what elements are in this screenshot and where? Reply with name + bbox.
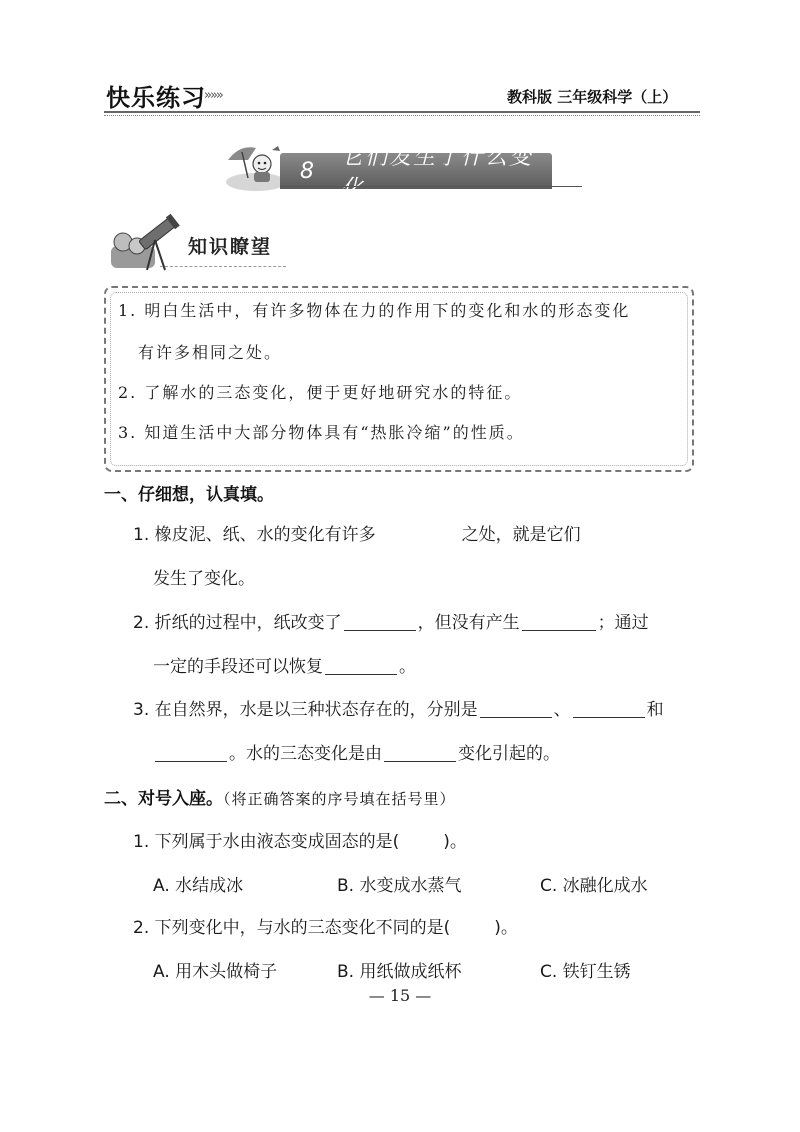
answer-blank[interactable] <box>384 743 456 762</box>
knowledge-title: 知识瞭望 <box>188 236 273 258</box>
knowledge-underline <box>160 266 286 267</box>
knowledge-item-3: 3. 知道生活中大部分物体具有“热胀冷缩”的性质。 <box>118 423 525 442</box>
question-1-3-cont: 。水的三态变化是由 变化引起的。 <box>153 739 560 764</box>
option-2-2-a: A. 用木头做椅子 <box>153 962 278 982</box>
section1-title: 一、仔细想，认真填。 <box>104 485 274 505</box>
answer-blank[interactable] <box>344 612 416 631</box>
answer-blank[interactable] <box>325 656 397 675</box>
edition-label: 教科版 三年级科学（上） <box>507 88 678 106</box>
header-divider <box>104 111 700 113</box>
option-2-1-b: B. 水变成水蒸气 <box>337 876 462 896</box>
banner-underline <box>280 186 582 187</box>
question-1-3: 3. 在自然界，水是以三种状态存在的，分别是 、 和 <box>133 700 664 720</box>
option-2-1-a: A. 水结成冰 <box>153 876 244 896</box>
series-title: 快乐练习 <box>106 84 206 112</box>
chapter-title: 它们发生了什么变化 <box>341 145 534 201</box>
section2-instruction: （将正确答案的序号填在括号里） <box>223 790 456 808</box>
chapter-banner <box>280 145 552 201</box>
answer-blank[interactable] <box>155 743 227 762</box>
chapter-number: 8 <box>300 158 314 184</box>
question-1-2-cont: 一定的手段还可以恢复 。 <box>153 657 416 677</box>
answer-blank[interactable] <box>522 612 596 631</box>
option-2-1-c: C. 冰融化成水 <box>540 876 648 896</box>
knowledge-item-1: 1. 明白生活中，有许多物体在力的作用下的变化和水的形态变化 <box>118 301 631 320</box>
page-number: — 15 — <box>368 986 432 1005</box>
header-divider-dotted <box>104 115 700 116</box>
question-1-1-cont: 发生了变化。 <box>153 569 255 589</box>
section2-title: 二、对号入座。（将正确答案的序号填在括号里） <box>104 789 456 809</box>
question-1-2: 2. 折纸的过程中，纸改变了 ，但没有产生 ；通过 <box>133 613 649 633</box>
telescope-icon <box>103 206 183 272</box>
answer-blank[interactable] <box>573 699 645 718</box>
question-2-1: 1. 下列属于水由液态变成固态的是( )。 <box>133 832 467 852</box>
knowledge-item-2: 2. 了解水的三态变化，便于更好地研究水的特征。 <box>118 383 523 402</box>
option-2-2-c: C. 铁钉生锈 <box>540 962 631 982</box>
question-1-1: 1. 橡皮泥、纸、水的变化有许多 之处，就是它们 <box>133 525 581 545</box>
chevrons-icon: »»» <box>204 88 222 103</box>
option-2-2-b: B. 用纸做成纸杯 <box>337 962 462 982</box>
question-2-2: 2. 下列变化中，与水的三态变化不同的是( )。 <box>133 918 518 938</box>
knowledge-item-1-cont: 有许多相同之处。 <box>138 343 283 362</box>
answer-blank[interactable] <box>480 699 552 718</box>
